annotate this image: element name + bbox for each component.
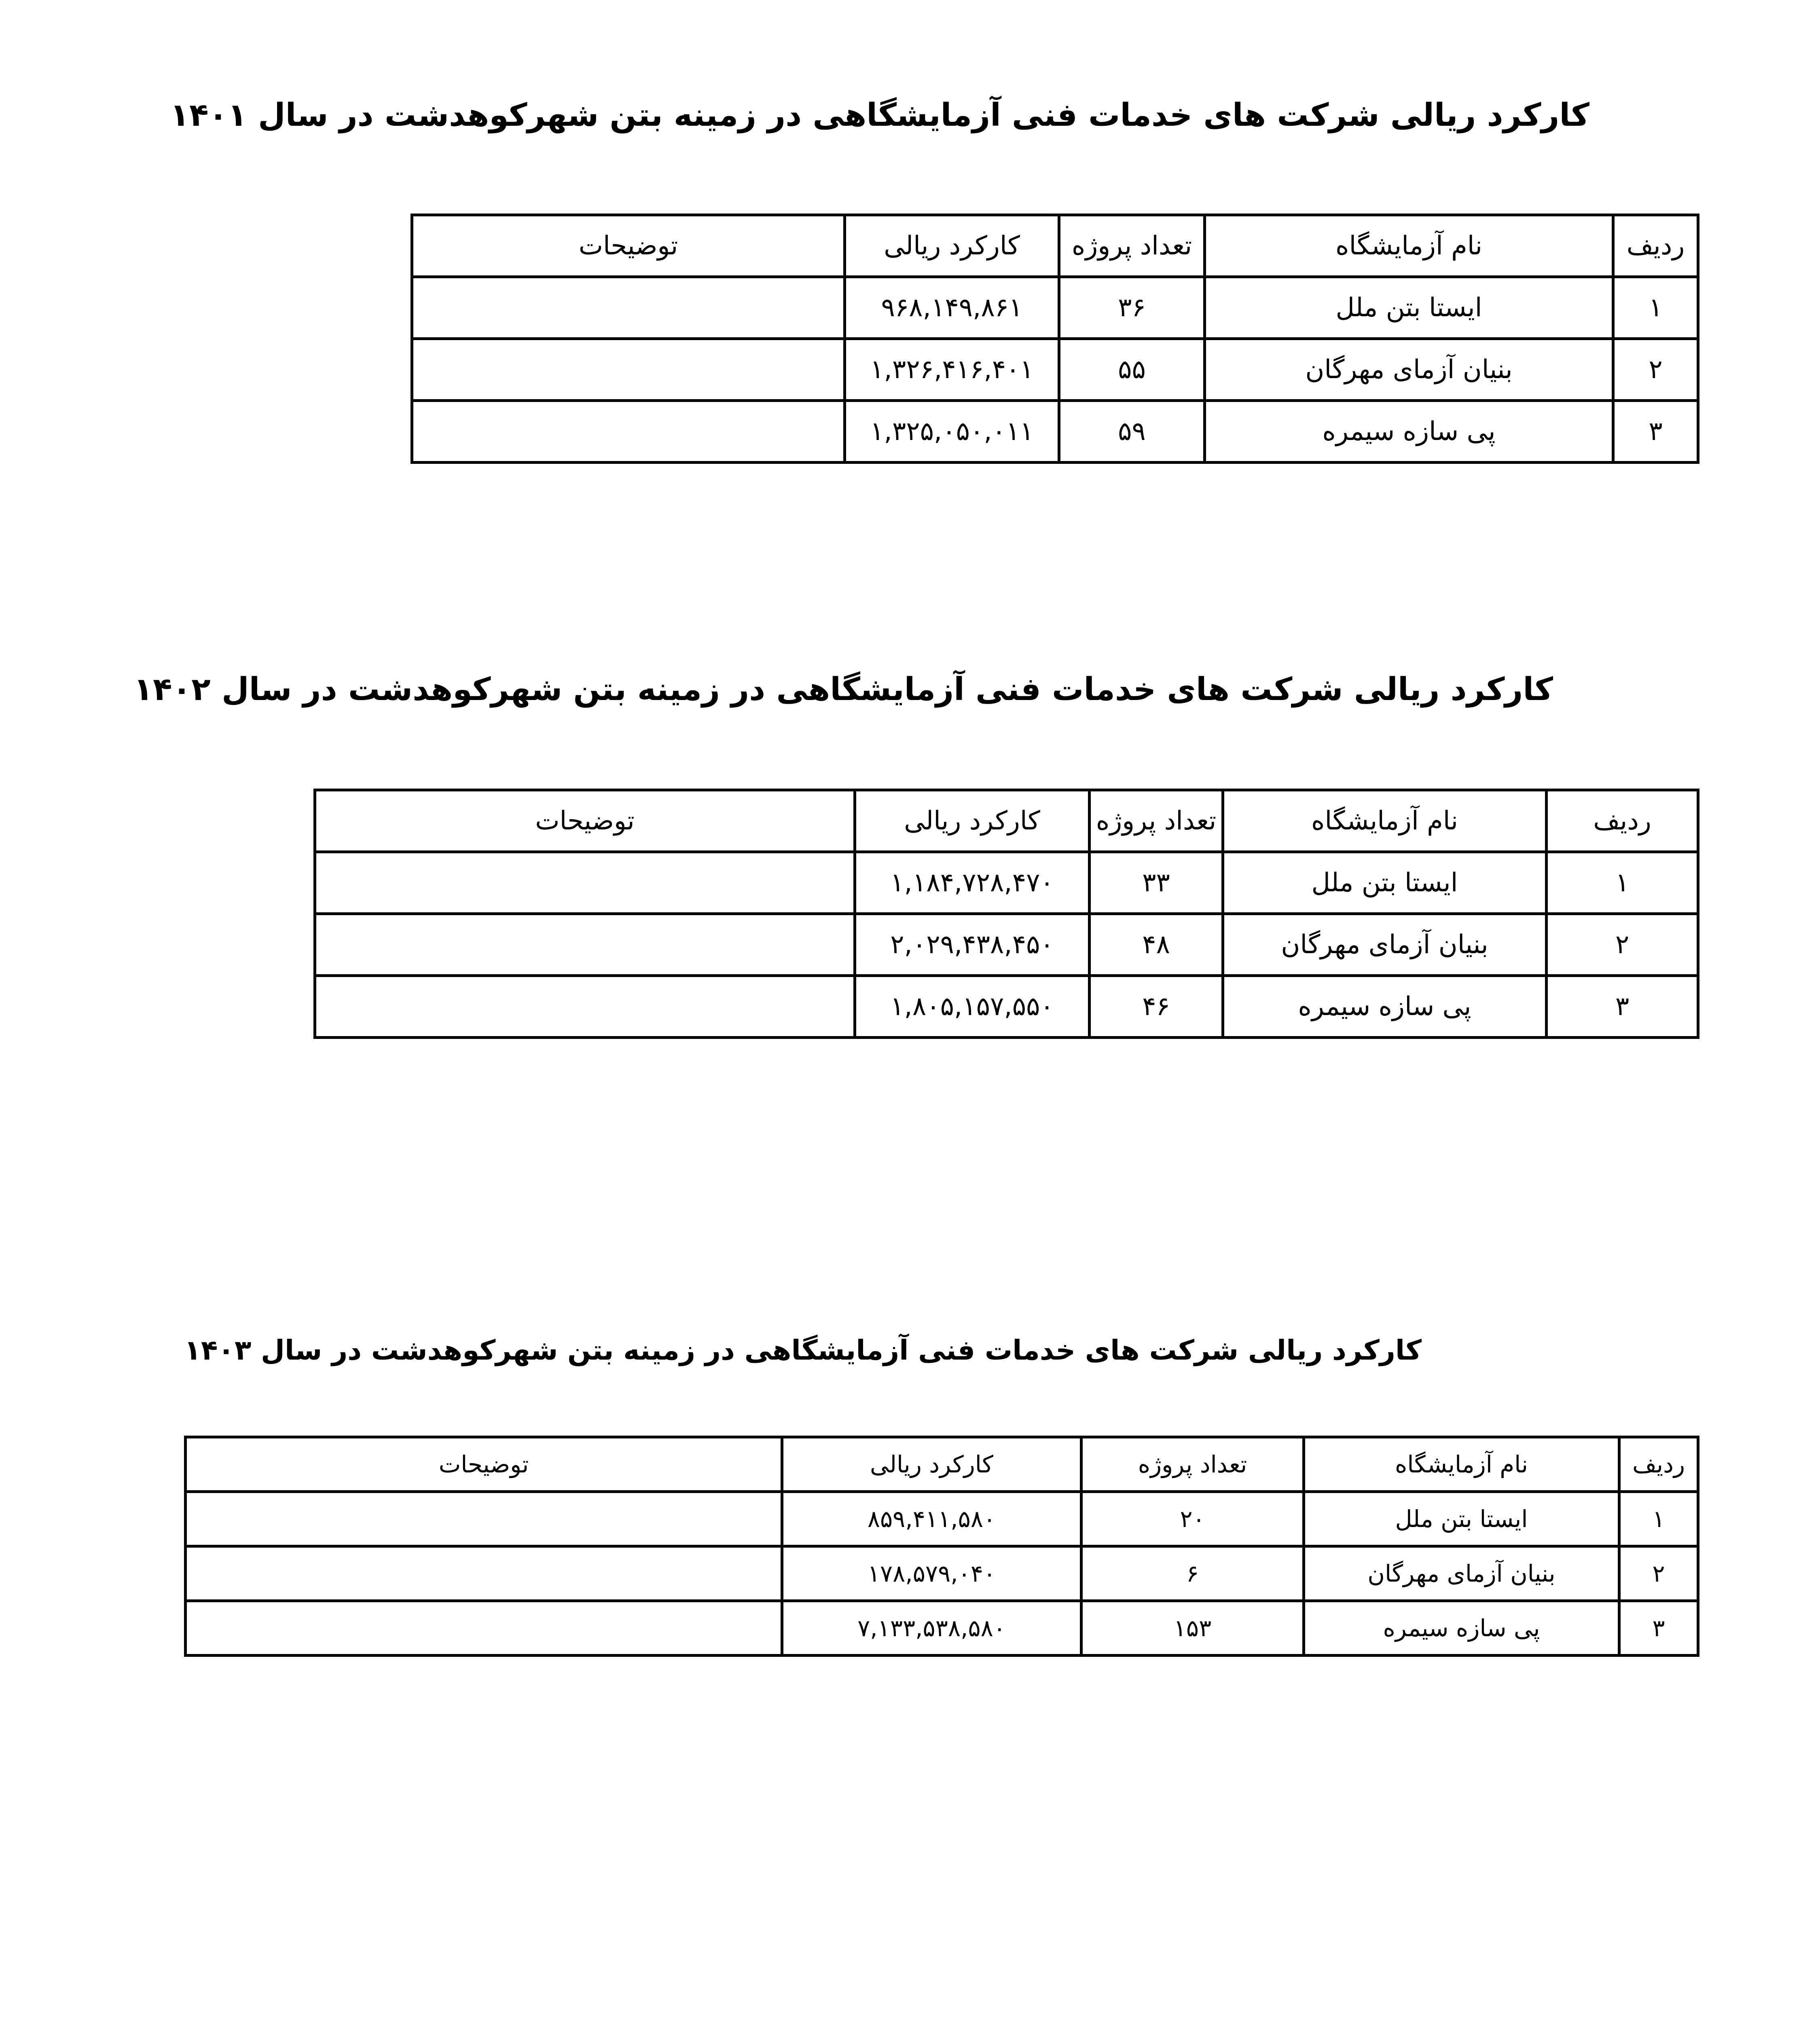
header-lab-name: نام آزمایشگاه bbox=[1223, 790, 1547, 852]
lab-name: پی سازه سیمره bbox=[1304, 1601, 1619, 1656]
rial-revenue: ۹۶۸,۱۴۹,۸۶۱ bbox=[845, 277, 1059, 339]
row-number: ۱ bbox=[1547, 852, 1698, 914]
section-title-1401: کارکرد ریالی شرکت های خدمات فنی آزمایشگاهی در زمینه بتن شهرکوهدشت در سال ۱۴۰۱ bbox=[170, 97, 1589, 133]
lab-name: ایستا بتن ملل bbox=[1205, 277, 1613, 339]
table-row bbox=[412, 339, 1698, 401]
header-notes: توضیحات bbox=[412, 215, 845, 277]
table-row bbox=[186, 1546, 1698, 1601]
lab-name: پی سازه سیمره bbox=[1223, 976, 1547, 1038]
project-count: ۴۸ bbox=[1090, 914, 1223, 976]
project-count: ۴۶ bbox=[1090, 976, 1223, 1038]
row-number: ۲ bbox=[1619, 1546, 1698, 1601]
row-number: ۳ bbox=[1619, 1601, 1698, 1656]
project-count: ۲۰ bbox=[1081, 1492, 1304, 1546]
rial-revenue: ۸۵۹,۴۱۱,۵۸۰ bbox=[782, 1492, 1081, 1546]
header-rial-revenue: کارکرد ریالی bbox=[782, 1437, 1081, 1492]
row-number: ۲ bbox=[1613, 339, 1698, 401]
project-count: ۵۵ bbox=[1059, 339, 1205, 401]
lab-revenue-table-1401 bbox=[411, 214, 1699, 464]
rial-revenue: ۱۷۸,۵۷۹,۰۴۰ bbox=[782, 1546, 1081, 1601]
notes bbox=[412, 339, 845, 401]
rial-revenue: ۲,۰۲۹,۴۳۸,۴۵۰ bbox=[855, 914, 1090, 976]
header-row-number: ردیف bbox=[1547, 790, 1698, 852]
notes bbox=[186, 1546, 782, 1601]
table-row bbox=[315, 914, 1698, 976]
lab-name: ایستا بتن ملل bbox=[1223, 852, 1547, 914]
row-number: ۳ bbox=[1547, 976, 1698, 1038]
table-header-row bbox=[412, 215, 1698, 277]
header-row-number: ردیف bbox=[1613, 215, 1698, 277]
header-notes: توضیحات bbox=[186, 1437, 782, 1492]
header-rial-revenue: کارکرد ریالی bbox=[845, 215, 1059, 277]
project-count: ۵۹ bbox=[1059, 401, 1205, 463]
section-title-1402: کارکرد ریالی شرکت های خدمات فنی آزمایشگاهی در زمینه بتن شهرکوهدشت در سال ۱۴۰۲ bbox=[133, 671, 1553, 708]
table-row bbox=[412, 277, 1698, 339]
notes bbox=[315, 852, 855, 914]
row-number: ۱ bbox=[1619, 1492, 1698, 1546]
lab-revenue-table-1402 bbox=[313, 789, 1699, 1039]
rial-revenue: ۱,۳۲۵,۰۵۰,۰۱۱ bbox=[845, 401, 1059, 463]
lab-name: بنیان آزمای مهرگان bbox=[1223, 914, 1547, 976]
table-header-row bbox=[186, 1437, 1698, 1492]
header-notes: توضیحات bbox=[315, 790, 855, 852]
rial-revenue: ۱,۸۰۵,۱۵۷,۵۵۰ bbox=[855, 976, 1090, 1038]
header-lab-name: نام آزمایشگاه bbox=[1304, 1437, 1619, 1492]
header-project-count: تعداد پروژه bbox=[1090, 790, 1223, 852]
project-count: ۳۶ bbox=[1059, 277, 1205, 339]
notes bbox=[412, 277, 845, 339]
lab-name: پی سازه سیمره bbox=[1205, 401, 1613, 463]
header-project-count: تعداد پروژه bbox=[1059, 215, 1205, 277]
table-row bbox=[186, 1492, 1698, 1546]
row-number: ۱ bbox=[1613, 277, 1698, 339]
rial-revenue: ۱,۱۸۴,۷۲۸,۴۷۰ bbox=[855, 852, 1090, 914]
rial-revenue: ۷,۱۳۳,۵۳۸,۵۸۰ bbox=[782, 1601, 1081, 1656]
header-row-number: ردیف bbox=[1619, 1437, 1698, 1492]
header-rial-revenue: کارکرد ریالی bbox=[855, 790, 1090, 852]
notes bbox=[412, 401, 845, 463]
table-header-row bbox=[315, 790, 1698, 852]
lab-name: بنیان آزمای مهرگان bbox=[1304, 1546, 1619, 1601]
table-row bbox=[315, 852, 1698, 914]
notes bbox=[315, 976, 855, 1038]
row-number: ۲ bbox=[1547, 914, 1698, 976]
notes bbox=[315, 914, 855, 976]
notes bbox=[186, 1492, 782, 1546]
project-count: ۳۳ bbox=[1090, 852, 1223, 914]
header-project-count: تعداد پروژه bbox=[1081, 1437, 1304, 1492]
header-lab-name: نام آزمایشگاه bbox=[1205, 215, 1613, 277]
row-number: ۳ bbox=[1613, 401, 1698, 463]
notes bbox=[186, 1601, 782, 1656]
project-count: ۶ bbox=[1081, 1546, 1304, 1601]
table-row bbox=[186, 1601, 1698, 1656]
lab-name: بنیان آزمای مهرگان bbox=[1205, 339, 1613, 401]
project-count: ۱۵۳ bbox=[1081, 1601, 1304, 1656]
rial-revenue: ۱,۳۲۶,۴۱۶,۴۰۱ bbox=[845, 339, 1059, 401]
lab-revenue-table-1403 bbox=[184, 1436, 1699, 1657]
table-row bbox=[315, 976, 1698, 1038]
lab-name: ایستا بتن ملل bbox=[1304, 1492, 1619, 1546]
table-row bbox=[412, 401, 1698, 463]
section-title-1403: کارکرد ریالی شرکت های خدمات فنی آزمایشگاهی در زمینه بتن شهرکوهدشت در سال ۱۴۰۳ bbox=[184, 1335, 1422, 1366]
